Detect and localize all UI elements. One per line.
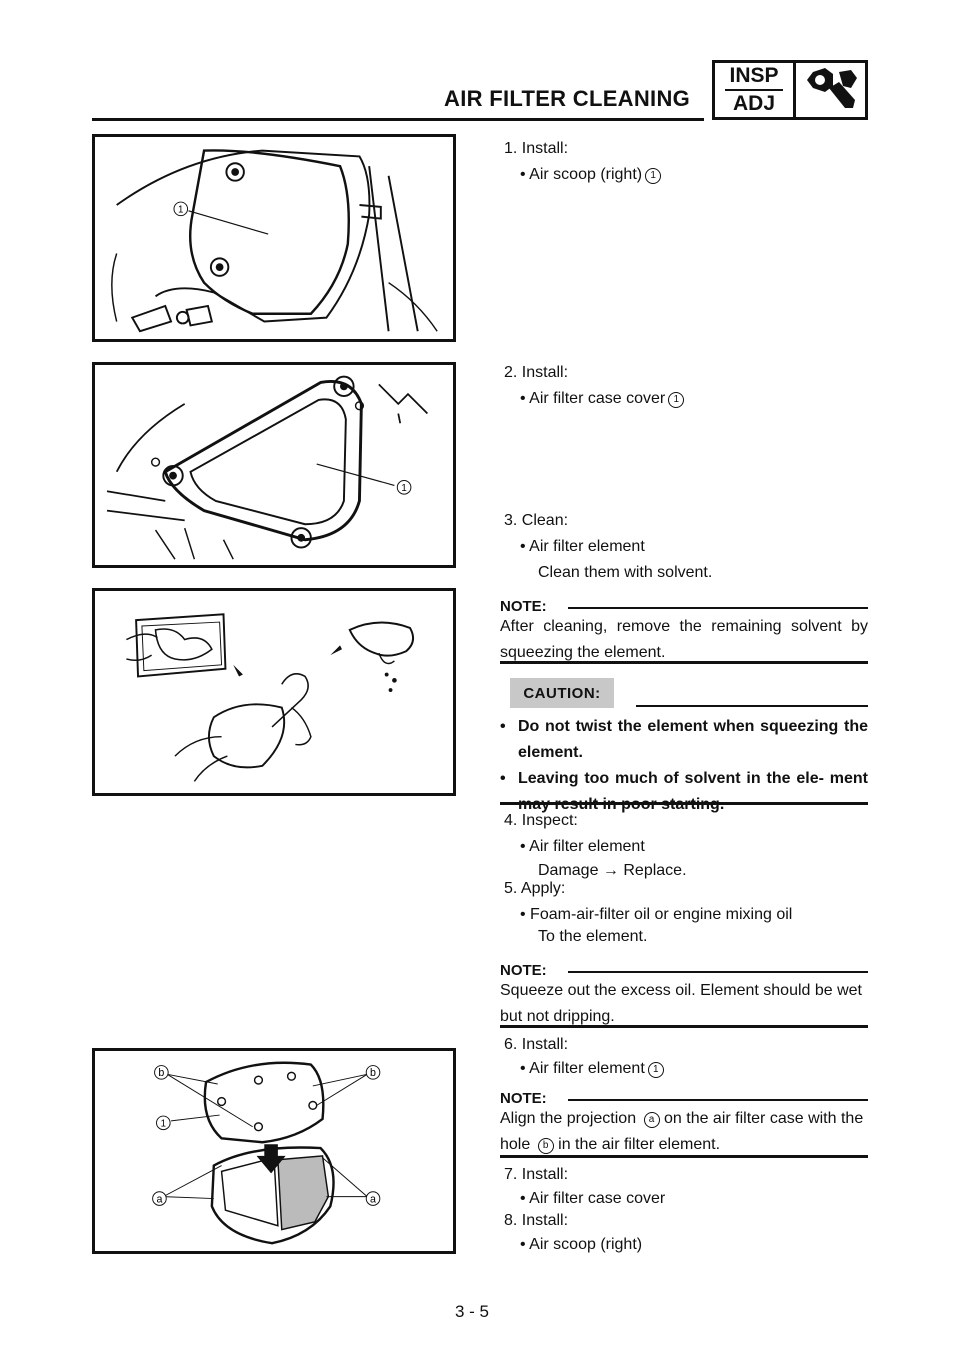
filter-case-cover-figure (92, 362, 456, 568)
air-scoop-figure (92, 134, 456, 342)
step-3-bullet: • Air filter element (520, 538, 645, 555)
badge-top: INSP (729, 64, 779, 87)
step-8: 8. Install: (504, 1212, 569, 1229)
step-6-bullet: • Air filter element 1 (520, 1060, 664, 1078)
cleaning-element-figure (92, 588, 456, 796)
step-6: 6. Install: (504, 1036, 569, 1053)
note-3-rule (568, 1099, 868, 1101)
caution-rule (636, 705, 868, 707)
note-1-text: After cleaning, remove the remaining solvent by squeezing the element. (500, 618, 868, 661)
note-2-end-rule (500, 1025, 868, 1028)
badge-bottom: ADJ (732, 92, 775, 115)
caution-end-rule (500, 802, 868, 805)
header-rule (92, 118, 704, 121)
caution-label: CAUTION: (510, 678, 614, 708)
note-1-label: NOTE: (500, 598, 547, 615)
step-3-sub: Clean them with solvent. (538, 564, 713, 581)
note-3-end-rule (500, 1155, 868, 1158)
wrench-nut-icon (796, 63, 865, 117)
fig4-label-b-left: b (158, 1067, 165, 1080)
note-3-text: Align the projection a on the air filter case with the hole b in the air filter element. (500, 1110, 864, 1153)
step-4-bullet: • Air filter element (520, 838, 645, 855)
note-1-rule (568, 607, 868, 609)
step-4-sub: Damage → Replace. (538, 862, 687, 879)
step-2-bullet: • Air filter case cover 1 (520, 390, 684, 408)
step-4: 4. Inspect: (504, 812, 578, 829)
fig4-label-1: 1 (160, 1118, 167, 1130)
step-5: 5. Apply: (504, 880, 566, 897)
fig4-label-a-left: a (156, 1193, 163, 1206)
step-7-bullet: • Air filter case cover (520, 1190, 666, 1207)
section-badge (712, 60, 868, 120)
note-2-text: Squeeze out the excess oil. Element should be wet but not dripping. (500, 982, 862, 1025)
caution-item-2: • Leaving too much of solvent in the ele- ment (500, 770, 868, 787)
fig4-label-b-right: b (370, 1067, 376, 1080)
note-2-rule (568, 971, 868, 973)
step-8-bullet: • Air scoop (right) (520, 1236, 643, 1253)
step-7: 7. Install: (504, 1166, 569, 1183)
page-title: AIR FILTER CLEANING (444, 86, 691, 111)
step-5-bullet: • Foam-air-filter oil or engine mixing oil (520, 906, 793, 923)
note-2-label: NOTE: (500, 962, 547, 979)
caution-item-1: • Do not twist the element when squeezing the element. (500, 718, 868, 761)
note-3-label: NOTE: (500, 1090, 547, 1107)
fig4-label-a-right: a (370, 1193, 376, 1206)
step-3: 3. Clean: (504, 512, 569, 529)
step-5-sub: To the element. (538, 928, 648, 945)
badge-text (715, 63, 796, 117)
fig2-label: 1 (401, 483, 407, 495)
page-number: 3 - 5 (455, 1302, 490, 1321)
step-1: 1. Install: (504, 140, 569, 157)
filter-element-install-figure (92, 1048, 456, 1254)
note-1-end-rule (500, 661, 868, 664)
step-1-bullet: • Air scoop (right) 1 (520, 166, 661, 184)
fig1-label: 1 (178, 204, 184, 216)
step-2: 2. Install: (504, 364, 569, 381)
